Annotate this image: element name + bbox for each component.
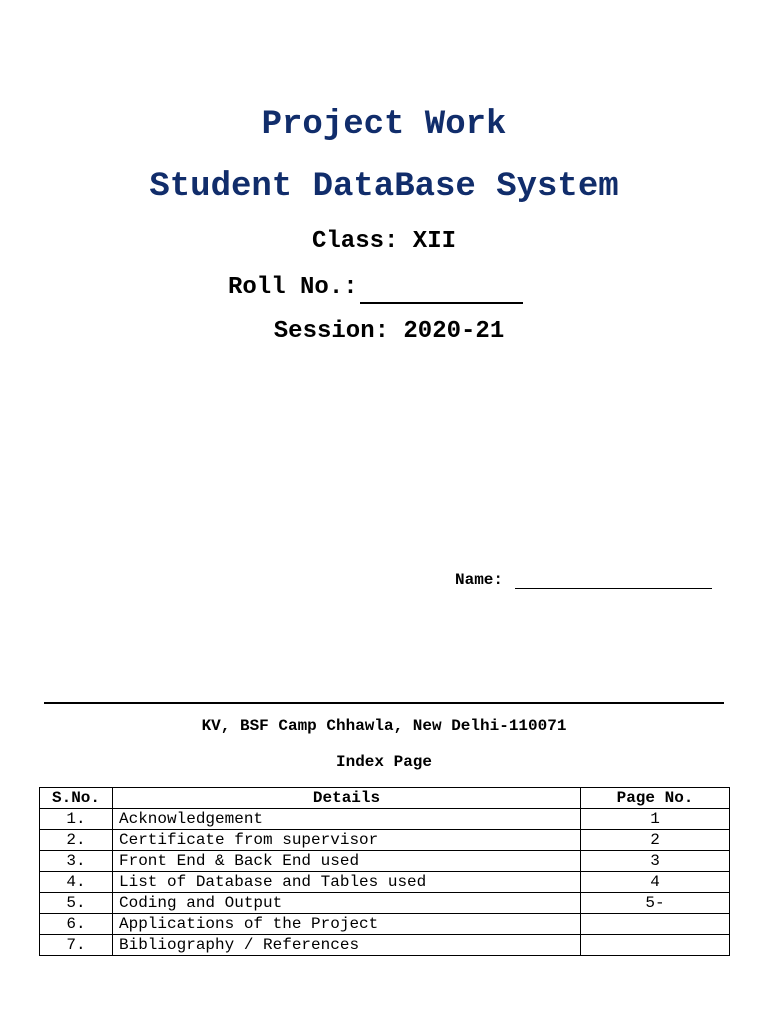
row-page: 5- (581, 893, 730, 914)
table-row (40, 851, 730, 872)
table-row (40, 872, 730, 893)
index-header-row (40, 788, 730, 809)
table-row (40, 809, 730, 830)
project-title: Project Work (261, 106, 507, 144)
project-subtitle: Student DataBase System (149, 168, 619, 206)
header-details: Details (113, 788, 581, 809)
roll-number-blank (360, 274, 523, 304)
row-sno: 4. (40, 872, 113, 893)
row-page: 1 (581, 809, 730, 830)
row-details: Acknowledgement (113, 809, 581, 830)
row-details: Bibliography / References (113, 935, 581, 956)
row-details: Certificate from supervisor (113, 830, 581, 851)
row-sno: 1. (40, 809, 113, 830)
index-title: Index Page (335, 753, 432, 771)
table-row (40, 830, 730, 851)
table-row (40, 893, 730, 914)
roll-number-line (228, 272, 523, 304)
name-blank (515, 568, 712, 589)
table-row (40, 914, 730, 935)
row-sno: 6. (40, 914, 113, 935)
class-line: Class: XII (311, 228, 457, 255)
row-page: 3 (581, 851, 730, 872)
row-page (581, 914, 730, 935)
row-page: 2 (581, 830, 730, 851)
header-page: Page No. (581, 788, 730, 809)
row-page (581, 935, 730, 956)
row-details: List of Database and Tables used (113, 872, 581, 893)
table-row (40, 935, 730, 956)
row-details: Front End & Back End used (113, 851, 581, 872)
index-table (39, 787, 730, 956)
row-sno: 2. (40, 830, 113, 851)
row-sno: 5. (40, 893, 113, 914)
school-address: KV, BSF Camp Chhawla, New Delhi-110071 (201, 717, 567, 735)
row-sno: 7. (40, 935, 113, 956)
roll-number-label: Roll No.: (228, 274, 358, 301)
session-line: Session: 2020-21 (273, 318, 505, 345)
row-sno: 3. (40, 851, 113, 872)
row-details: Coding and Output (113, 893, 581, 914)
row-details: Applications of the Project (113, 914, 581, 935)
name-label: Name: (455, 571, 504, 589)
row-page: 4 (581, 872, 730, 893)
divider (44, 702, 724, 704)
name-line (455, 568, 712, 589)
header-sno: S.No. (40, 788, 113, 809)
